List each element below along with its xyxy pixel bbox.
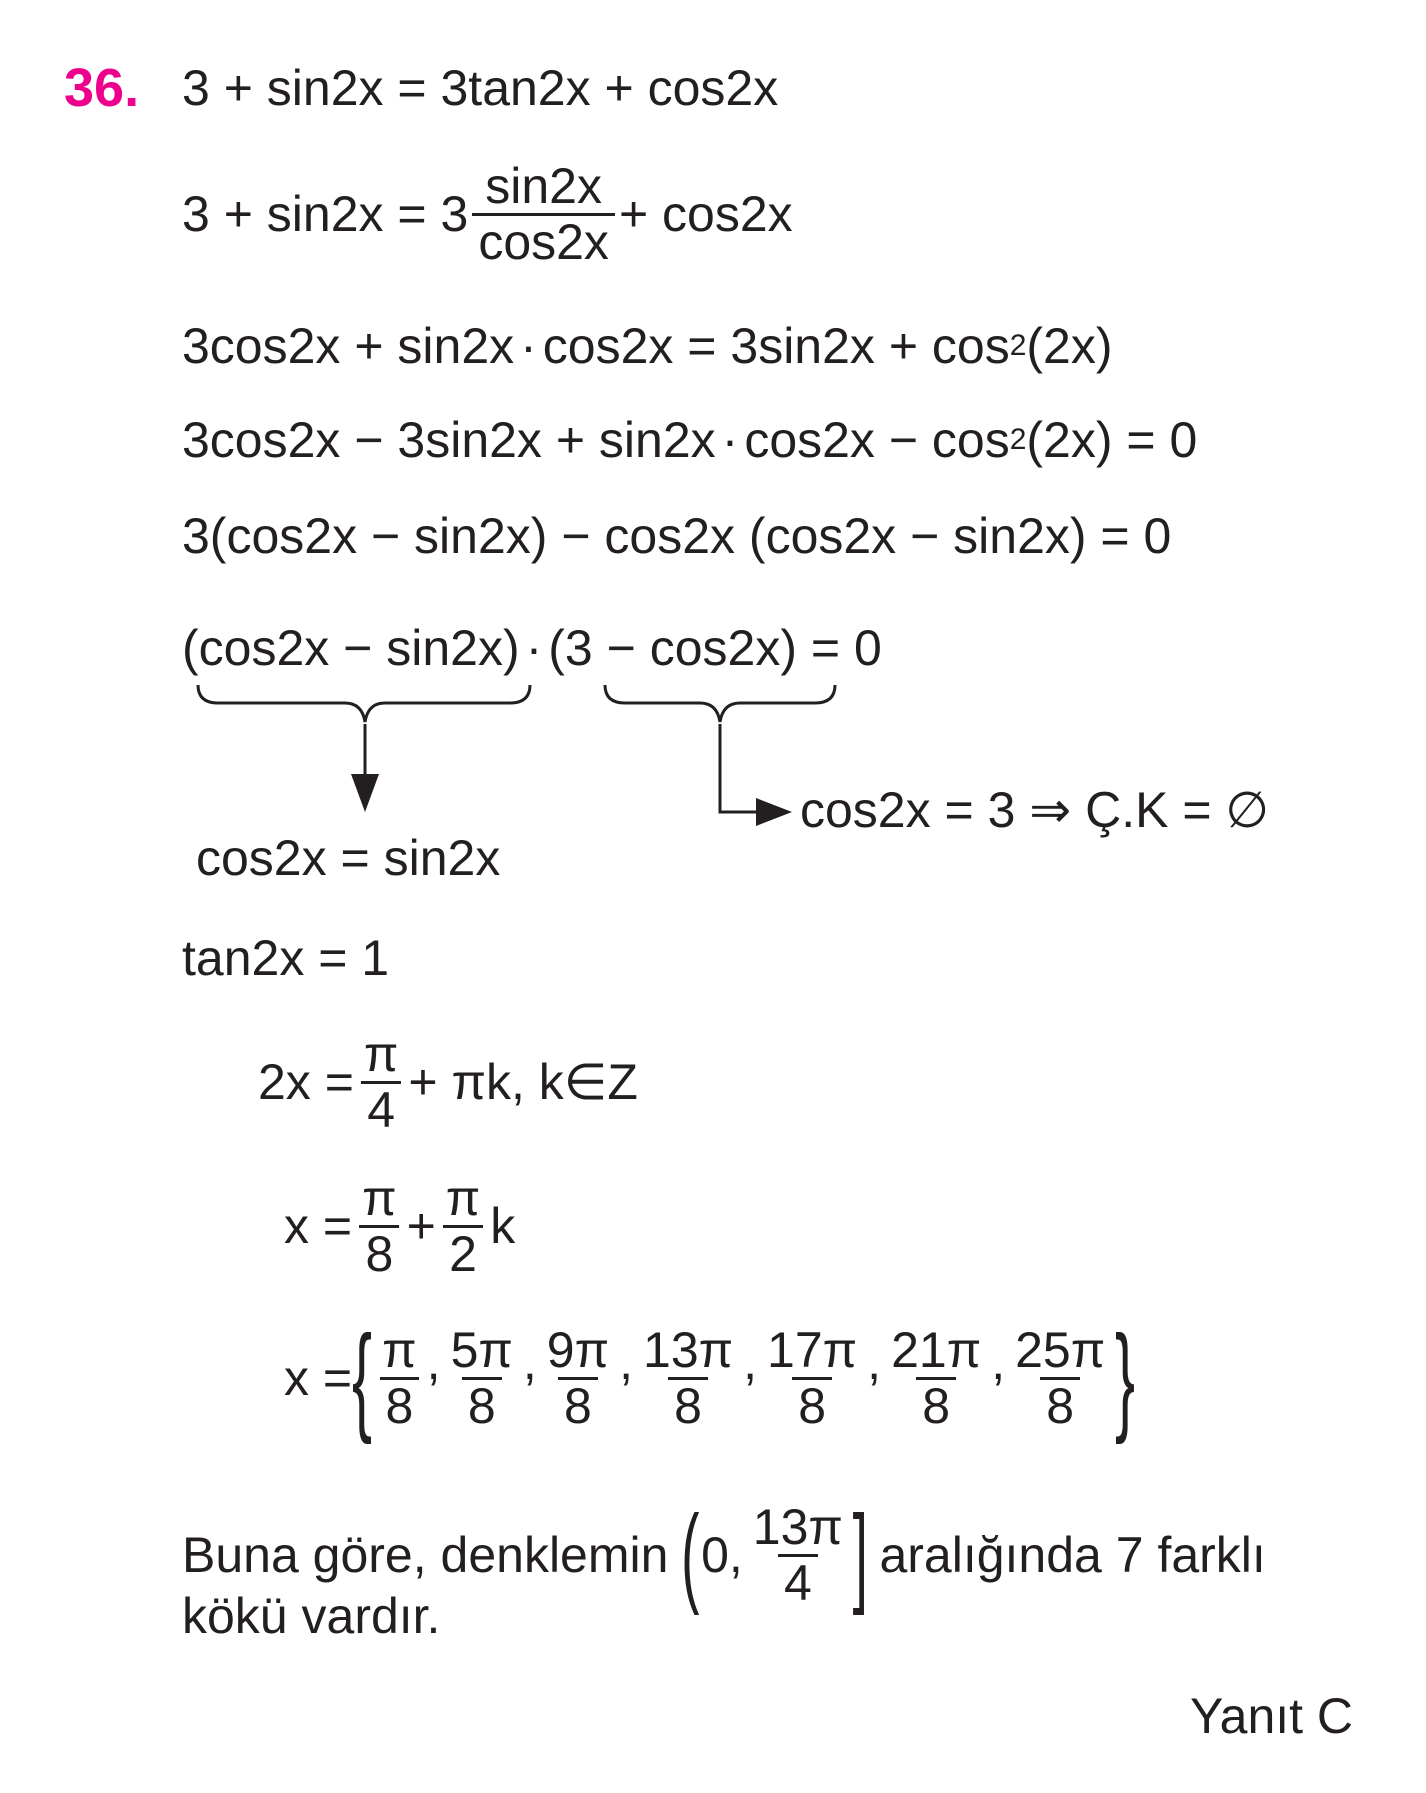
equation-line-2: 3 + sin2x = 3 $\frac{\sin 2x}{\cos 2x}$ + cos2x [182,158,793,270]
set-separator: , [867,1334,882,1390]
branch-left-result: cos2x = sin2x [196,830,501,886]
set-open-brace: { [352,1311,373,1445]
interval-close-bracket: ] [852,1493,868,1616]
fraction-pi-over-2: $\frac{\pi}{2}$ [440,1172,487,1280]
arrow-down-head [351,774,379,812]
equation-line-4: 3cos2x − 3sin2x + sin2x · cos2x − cos 2 (2x) = 0 [182,412,1198,468]
fraction-13pi-over-4: $\frac{13\pi}{4}$ [752,1499,843,1611]
underbrace-right [605,685,835,722]
set-separator: , [991,1334,1006,1390]
set-fraction: $\frac{9\pi}{8}$ [546,1322,610,1434]
multiply-dot: · [525,620,543,676]
set-separator: , [619,1334,634,1390]
answer-label: Yanıt C [1190,1688,1354,1744]
equation-line-7: tan2x = 1 [182,930,390,986]
underbrace-left [198,685,530,722]
equation-line-1: 3 + sin2x = 3tan2x + cos2x [182,60,779,116]
problem-number: 36. [64,58,140,118]
set-fraction: $\frac{13\pi}{8}$ [643,1322,734,1434]
fraction-pi-over-8: $\frac{\pi}{8}$ [356,1172,403,1280]
solution-set-line: x = { $\frac{\pi}{8}$ , $\frac{5\pi}{8}$ , $\frac{9\pi}{8}$ , $\frac{13\pi}{8}$ , $\frac{17\pi}{8}$ , $\frac{21\pi}{8}$ , $\frac{25\pi}{8}$ } [284,1311,1136,1445]
set-separator: , [743,1334,758,1390]
branch-right-result: cos2x = 3 ⇒ Ç.K = ∅ [800,782,1269,838]
fraction-pi-over-4: $\frac{\pi}{4}$ [358,1028,405,1136]
conclusion-line-2: kökü vardır. [182,1588,441,1644]
set-fraction: $\frac{5\pi}{8}$ [450,1322,513,1434]
equation-line-3: 3cos2x + sin2x · cos2x = 3sin2x + cos 2 (2x) [182,318,1113,374]
set-separator: , [522,1334,537,1390]
equation-line-5: 3(cos2x − sin2x) − cos2x (cos2x − sin2x) = 0 [182,508,1172,564]
equation-line-6: (cos2x − sin2x) · (3 − cos2x) = 0 [182,620,882,676]
equation-line-8: 2x = $\frac{\pi}{4}$ + πk, k∈Z [258,1026,638,1138]
arrow-right-head [756,798,792,826]
set-fraction: $\frac{25\pi}{8}$ [1015,1322,1106,1434]
equation-line-9: x = $\frac{\pi}{8}$ + $\frac{\pi}{2}$ k [284,1170,516,1282]
conclusion-line-1: Buna göre, denklemin ( 0, $\frac{13\pi}{4}$ ] aralığında 7 farklı [182,1493,1266,1616]
set-fraction: $\frac{21\pi}{8}$ [891,1322,982,1434]
multiply-dot: · [721,412,739,468]
arrow-right-shaft [720,724,770,812]
set-fraction: $\frac{17\pi}{8}$ [767,1322,858,1434]
multiply-dot: · [520,318,537,374]
fraction-sin-over-cos: $\frac{\sin 2x}{\cos 2x}$ [472,160,615,268]
interval-open-paren: ( [681,1493,700,1616]
solution-set [372,1324,1115,1432]
set-close-brace: } [1115,1311,1136,1445]
set-fraction: $\frac{\pi}{8}$ [376,1324,423,1432]
set-separator: , [426,1334,441,1390]
